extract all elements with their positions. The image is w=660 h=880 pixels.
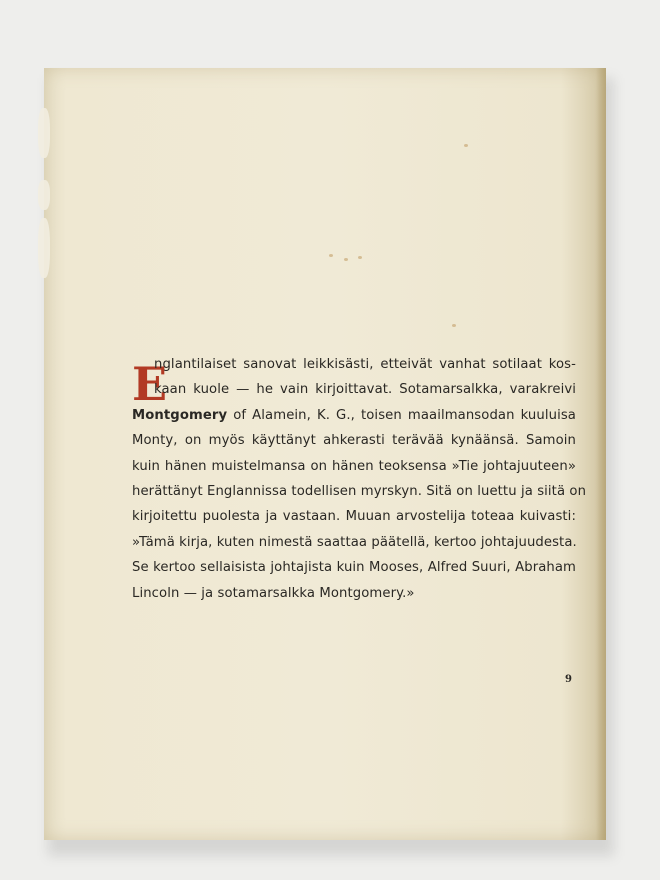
text-line: Lincoln — ja sotamarsalkka Montgomery.» bbox=[132, 585, 415, 601]
text-fragment: of Alamein, K. G., toisen maailmansodan kuuluisa bbox=[227, 407, 576, 423]
text-line bbox=[132, 403, 576, 428]
torn-edge bbox=[38, 108, 50, 158]
text-line: kuin hänen muistelmansa on hänen teoksensa »Tie johtajuuteen» bbox=[132, 458, 576, 474]
text-line: nglantilaiset sanovat leikkisästi, etteivät vanhat sotilaat kos- bbox=[154, 357, 576, 372]
paper-speck bbox=[344, 258, 348, 261]
paper-speck bbox=[358, 256, 362, 259]
torn-edge bbox=[38, 180, 50, 210]
author-name: Montgomery bbox=[132, 407, 228, 423]
text-line: »Tämä kirja, kuten nimestä saattaa päätellä, kertoo johtajuudesta. bbox=[132, 534, 577, 550]
text-line: herättänyt Englannissa todellisen myrskyn. Sitä on luettu ja siitä on bbox=[132, 484, 587, 500]
text-line: Monty, on myös käyttänyt ahkerasti terävää kynäänsä. Samoin bbox=[132, 433, 576, 449]
text-line: Se kertoo sellaisista johtajista kuin Mooses, Alfred Suuri, Abraham bbox=[132, 560, 576, 576]
page-number: 9 bbox=[565, 674, 572, 685]
page-edge bbox=[596, 68, 606, 840]
paper-speck bbox=[464, 144, 468, 147]
paper-speck bbox=[452, 324, 456, 327]
blurb-paragraph bbox=[132, 352, 587, 606]
text-line: kirjoitettu puolesta ja vastaan. Muuan arvostelija toteaa kuivasti: bbox=[132, 509, 576, 525]
paper-speck bbox=[329, 254, 333, 257]
torn-edge bbox=[38, 218, 50, 278]
text-line: kaan kuole — he vain kirjoittavat. Sotamarsalkka, varakreivi bbox=[154, 382, 576, 398]
drop-cap: E bbox=[132, 357, 168, 411]
